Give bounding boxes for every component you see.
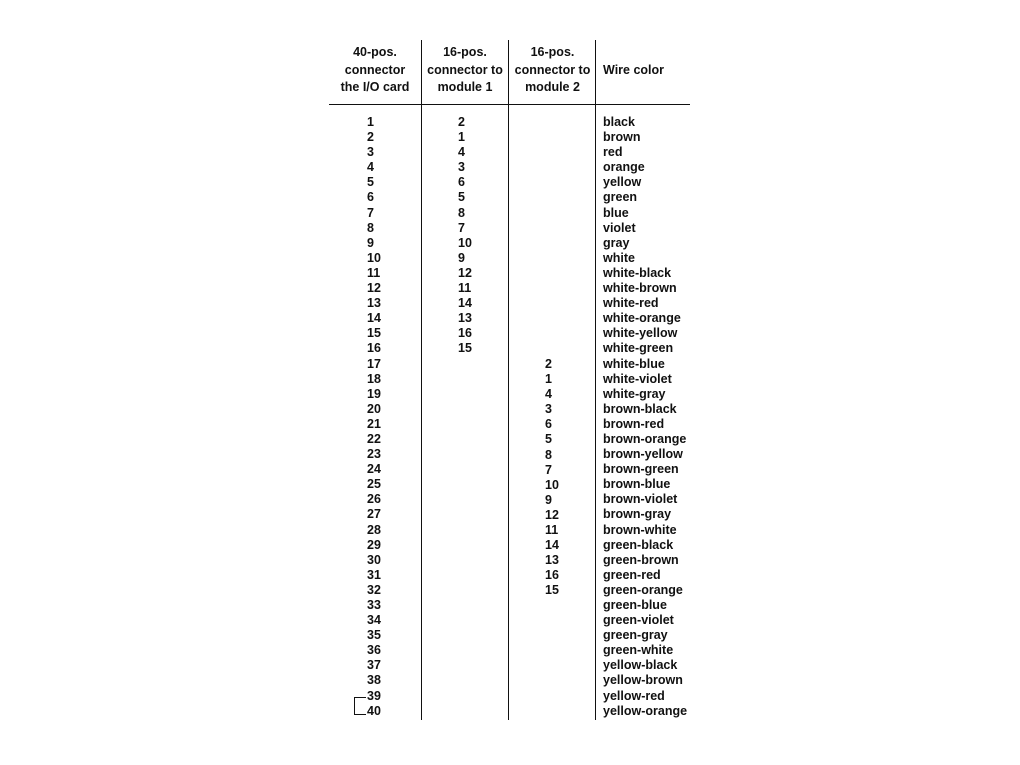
column-divider: [595, 40, 596, 720]
wire-color-cell: brown-violet: [603, 492, 678, 507]
wire-color-cell: violet: [603, 220, 636, 235]
module2-pin-cell: 5: [545, 432, 552, 447]
wire-color-cell: white-blue: [603, 356, 665, 371]
wire-color-cell: green-orange: [603, 582, 683, 597]
io-pin-cell: 32: [367, 582, 381, 597]
module2-pin-cell: 2: [545, 357, 552, 371]
module1-pin-cell: 11: [458, 281, 472, 296]
wire-color-cell: black: [603, 115, 635, 129]
wire-color-cell: yellow-red: [603, 688, 665, 703]
header-line: module 1: [437, 80, 493, 94]
module2-pin-cell: 3: [545, 402, 552, 417]
wire-color-cell: yellow-brown: [603, 673, 683, 688]
wire-color-cell: green-blue: [603, 598, 667, 612]
module2-pin-cell: 10: [545, 477, 559, 492]
module1-pin-cell: 8: [458, 205, 465, 220]
header-line: module 2: [525, 80, 580, 94]
wire-color-cell: orange: [603, 160, 645, 175]
wire-color-cell: green-white: [603, 643, 674, 658]
io-pin-cell: 19: [367, 386, 381, 401]
module1-pin-cell: 2: [458, 115, 465, 129]
io-pin-cell: 20: [367, 401, 381, 416]
header-line: connector: [344, 62, 406, 77]
column-divider: [421, 40, 422, 720]
wire-color-cell: brown-orange: [603, 431, 687, 446]
wire-color-cell: brown-white: [603, 522, 677, 537]
module1-pin-cell: 6: [458, 175, 465, 190]
io-pin-cell: 13: [367, 296, 381, 311]
module2-connector-column: [545, 357, 561, 599]
module2-pin-cell: 12: [545, 507, 559, 522]
io-pin-cell: 33: [367, 598, 381, 612]
module2-pin-cell: 11: [545, 523, 559, 538]
io-pin-cell: 26: [367, 492, 381, 507]
io-pin-cell: 6: [367, 190, 374, 205]
module1-pin-cell: 9: [458, 250, 465, 265]
header-line: connector to: [427, 62, 503, 77]
wire-color-cell: green: [603, 190, 638, 205]
wire-color-cell: yellow-black: [603, 658, 678, 673]
io-pin-cell: 4: [367, 160, 374, 175]
wire-color-cell: brown-red: [603, 416, 665, 431]
io-pin-cell: 30: [367, 552, 381, 567]
io-pin-cell: 22: [367, 431, 381, 446]
module1-pin-cell: 3: [458, 160, 465, 175]
io-pin-cell: 28: [367, 522, 381, 537]
header-line: 16-pos.: [530, 45, 575, 59]
wire-color-cell: white-red: [603, 296, 659, 311]
io-pin-cell: 40: [367, 703, 381, 718]
io-pin-cell: 8: [367, 220, 374, 235]
wire-color-cell: yellow-orange: [603, 703, 688, 718]
wire-color-cell: white-orange: [603, 311, 681, 326]
module1-pin-cell: 5: [458, 190, 465, 205]
io-pin-cell: 36: [367, 643, 381, 658]
io-pin-cell: 7: [367, 205, 374, 220]
wire-color-cell: brown-gray: [603, 507, 672, 522]
header-io-connector: [329, 44, 421, 97]
wire-color-cell: white-violet: [603, 371, 672, 386]
module1-pin-cell: 12: [458, 265, 472, 280]
io-pin-cell: 35: [367, 628, 381, 643]
wire-color-cell: white-black: [603, 265, 672, 280]
io-pin-cell: 31: [367, 567, 381, 582]
pin-39-40-bracket: [354, 697, 366, 715]
io-pin-cell: 17: [367, 356, 381, 371]
module2-pin-cell: 4: [545, 387, 552, 402]
wire-color-cell: green-gray: [603, 628, 668, 643]
io-pin-cell: 23: [367, 447, 381, 462]
wire-color-cell: white: [603, 250, 635, 265]
header-module1-connector: [422, 44, 508, 97]
module2-pin-cell: 9: [545, 492, 552, 507]
wire-color-cell: gray: [603, 235, 630, 250]
wire-color-cell: brown: [603, 130, 641, 145]
io-pin-cell: 14: [367, 311, 381, 326]
module2-pin-cell: 13: [545, 553, 559, 568]
module2-pin-cell: 16: [545, 568, 559, 583]
wire-color-cell: white-brown: [603, 281, 677, 296]
module1-pin-cell: 15: [458, 341, 472, 356]
io-pin-cell: 24: [367, 462, 381, 477]
header-wire-color: [603, 62, 683, 80]
wire-color-cell: brown-green: [603, 462, 679, 477]
header-line: Wire color: [603, 63, 665, 77]
module1-pin-cell: 16: [458, 326, 472, 341]
header-line: the I/O card: [340, 80, 410, 94]
module1-pin-cell: 1: [458, 130, 465, 145]
io-pin-cell: 15: [367, 326, 381, 341]
header-module2-connector: [509, 44, 596, 97]
io-pin-cell: 18: [367, 371, 381, 386]
module1-pin-cell: 10: [458, 235, 472, 250]
column-divider: [508, 40, 509, 720]
module2-pin-cell: 8: [545, 447, 552, 462]
header-divider: [329, 104, 690, 105]
header-line: 16-pos.: [443, 45, 487, 59]
wire-color-cell: green-violet: [603, 613, 674, 628]
module1-connector-column: [458, 115, 474, 357]
wire-color-cell: yellow: [603, 175, 642, 190]
module2-pin-cell: 6: [545, 417, 552, 432]
wire-color-cell: brown-black: [603, 401, 677, 416]
io-pin-cell: 38: [367, 673, 381, 688]
module1-pin-cell: 7: [458, 220, 465, 235]
io-pin-cell: 27: [367, 507, 381, 522]
io-connector-column: [367, 115, 383, 719]
wire-color-cell: white-green: [603, 341, 674, 356]
io-pin-cell: 16: [367, 341, 381, 356]
wire-color-cell: green-brown: [603, 552, 679, 567]
io-pin-cell: 37: [367, 658, 381, 673]
module2-pin-cell: 15: [545, 583, 559, 598]
module2-pin-cell: 14: [545, 538, 559, 553]
io-pin-cell: 1: [367, 115, 374, 129]
header-line: 40-pos.: [353, 45, 397, 59]
wire-color-column: [603, 115, 687, 719]
module1-pin-cell: 14: [458, 296, 472, 311]
io-pin-cell: 10: [367, 250, 381, 265]
io-pin-cell: 2: [367, 130, 374, 145]
module2-pin-cell: 7: [545, 462, 552, 477]
wire-color-cell: white-gray: [603, 386, 666, 401]
wire-color-cell: red: [603, 145, 623, 160]
io-pin-cell: 3: [367, 145, 374, 160]
wire-color-cell: brown-blue: [603, 477, 671, 492]
io-pin-cell: 5: [367, 175, 374, 190]
module1-pin-cell: 4: [458, 145, 465, 160]
wire-color-cell: white-yellow: [603, 326, 678, 341]
io-pin-cell: 9: [367, 235, 374, 250]
io-pin-cell: 11: [367, 265, 381, 280]
io-pin-cell: 25: [367, 477, 381, 492]
module2-pin-cell: 1: [545, 372, 552, 387]
wire-color-cell: blue: [603, 205, 629, 220]
header-line: connector to: [514, 62, 591, 77]
io-pin-cell: 34: [367, 613, 381, 628]
io-pin-cell: 21: [367, 416, 381, 431]
wire-color-cell: green-black: [603, 537, 674, 552]
io-pin-cell: 29: [367, 537, 381, 552]
wire-color-cell: brown-yellow: [603, 447, 683, 462]
wire-color-cell: green-red: [603, 567, 661, 582]
io-pin-cell: 12: [367, 281, 381, 296]
module1-pin-cell: 13: [458, 311, 472, 326]
io-pin-cell: 39: [367, 688, 381, 703]
